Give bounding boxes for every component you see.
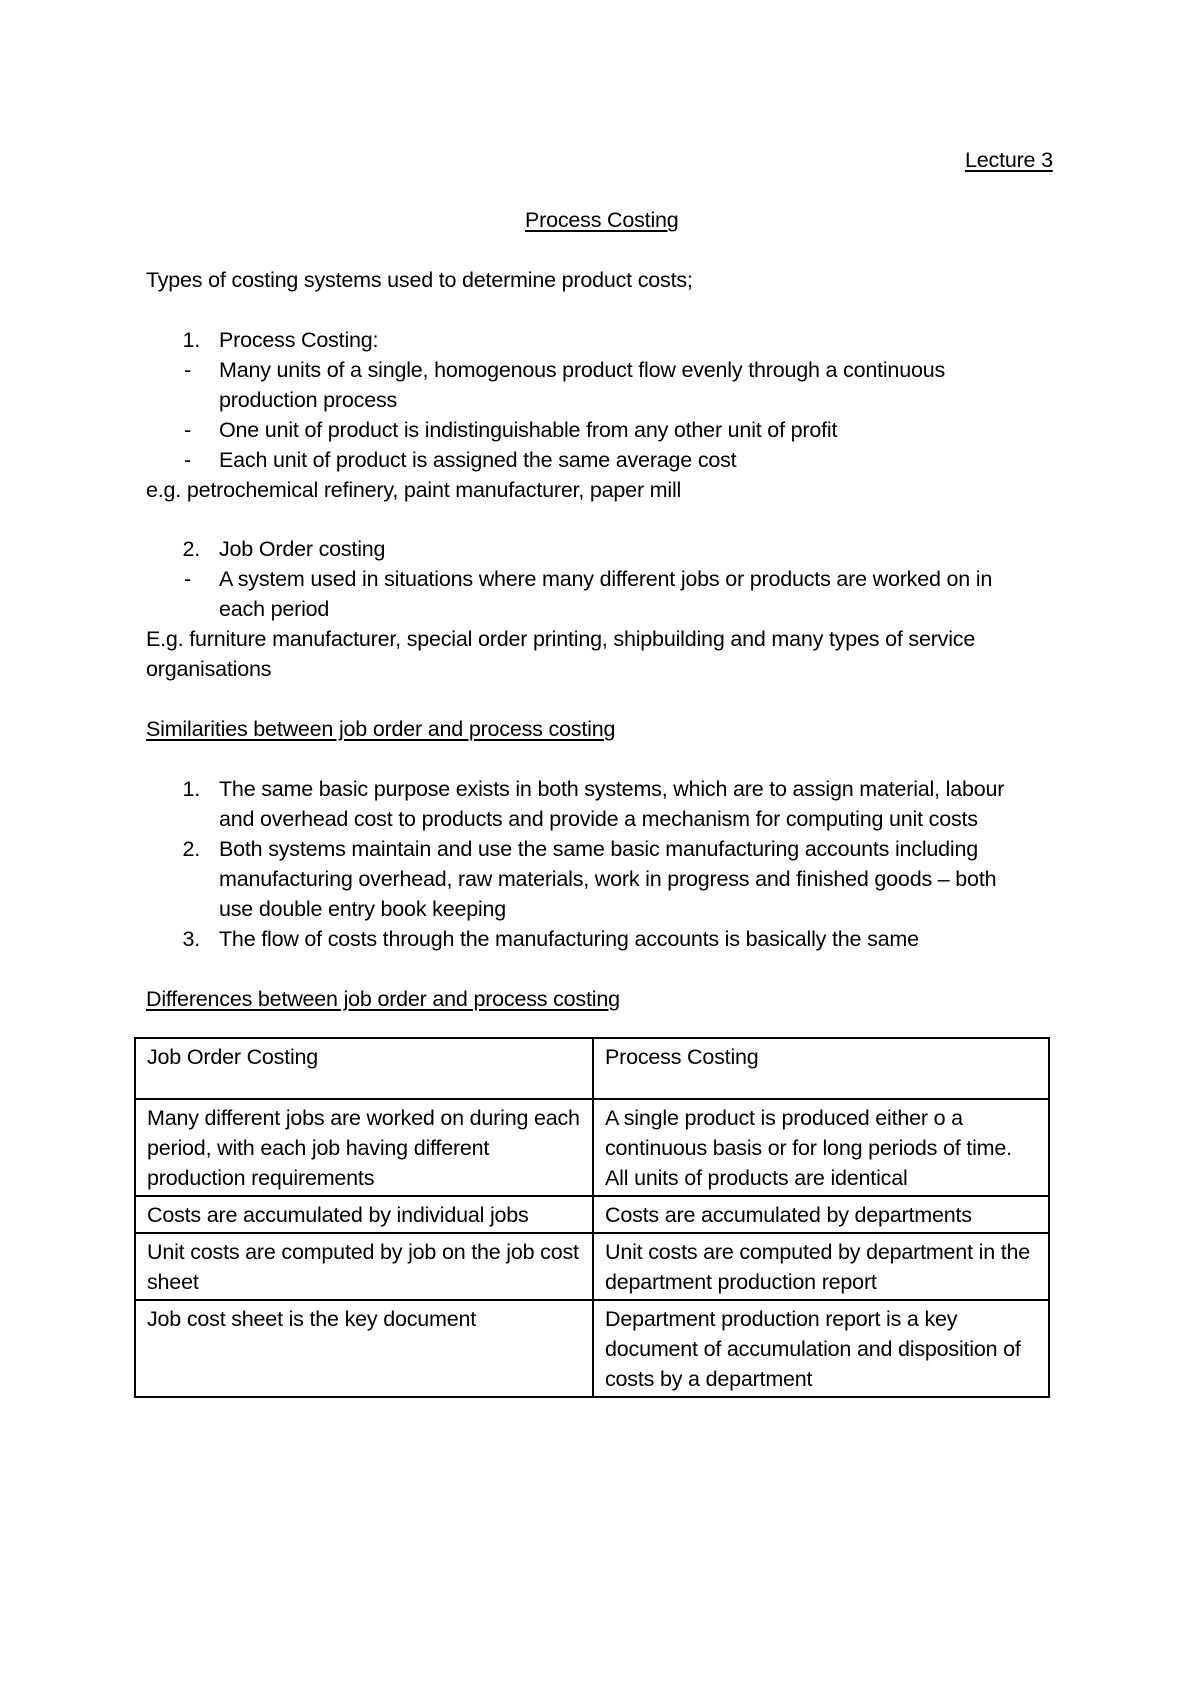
intro-text: Types of costing systems used to determine product costs; [146,268,693,292]
table-row [135,1300,1049,1397]
table-row [135,1196,1049,1233]
lecture-label: Lecture 3 [965,148,1053,172]
bullet-dash: - [184,448,191,472]
column-header-job-order: Job Order Costing [135,1038,593,1099]
bullet-text: Many units of a single, homogenous product flow evenly through a continuous [219,358,946,382]
table-header-row [135,1038,1049,1099]
bullet-dash: - [184,567,191,591]
list-item-text-continued: and overhead cost to products and provide a mechanism for computing unit costs [219,807,978,831]
table-cell: Department production report is a key document of accumulation and disposition of costs by a department [593,1300,1049,1397]
list-number: 1. [182,777,200,801]
table-cell: Unit costs are computed by job on the job cost sheet [135,1233,593,1300]
example-text: E.g. furniture manufacturer, special order printing, shipbuilding and many types of service [146,627,976,651]
table-cell: Unit costs are computed by department in the department production report [593,1233,1049,1300]
list-number: 2. [182,837,200,861]
list-item-text: Both systems maintain and use the same basic manufacturing accounts including [219,837,979,861]
differences-heading: Differences between job order and process costing [146,987,620,1011]
example-text-continued: organisations [146,657,272,681]
list-item-text-continued: use double entry book keeping [219,897,507,921]
table-cell: Many different jobs are worked on during each period, with each job having different production requirements [135,1099,593,1196]
bullet-text: Each unit of product is assigned the same average cost [219,448,737,472]
list-number: 2. [182,537,200,561]
table-cell: Costs are accumulated by departments [593,1196,1049,1233]
similarities-heading: Similarities between job order and process costing [146,717,616,741]
bullet-dash: - [184,358,191,382]
column-header-process: Process Costing [593,1038,1049,1099]
table-cell: A single product is produced either o a continuous basis or for long periods of time. All units of products are identical [593,1099,1049,1196]
bullet-dash: - [184,418,191,442]
list-item-text-continued: manufacturing overhead, raw materials, work in progress and finished goods – both [219,867,997,891]
list-item-text: The flow of costs through the manufacturing accounts is basically the same [219,927,919,951]
list-item-text: The same basic purpose exists in both systems, which are to assign material, labour [219,777,1005,801]
differences-table [134,1037,1050,1398]
table-row [135,1233,1049,1300]
page-title: Process Costing [525,208,679,232]
costing-type-label: Process Costing: [219,328,379,352]
table-cell: Costs are accumulated by individual jobs [135,1196,593,1233]
bullet-text-continued: production process [219,388,398,412]
costing-type-label: Job Order costing [219,537,386,561]
table-cell: Job cost sheet is the key document [135,1300,593,1397]
example-text: e.g. petrochemical refinery, paint manufacturer, paper mill [146,478,682,502]
bullet-text: One unit of product is indistinguishable from any other unit of profit [219,418,838,442]
bullet-text-continued: each period [219,597,330,621]
bullet-text: A system used in situations where many different jobs or products are worked on in [219,567,993,591]
table-row [135,1099,1049,1196]
list-number: 1. [182,328,200,352]
list-number: 3. [182,927,200,951]
